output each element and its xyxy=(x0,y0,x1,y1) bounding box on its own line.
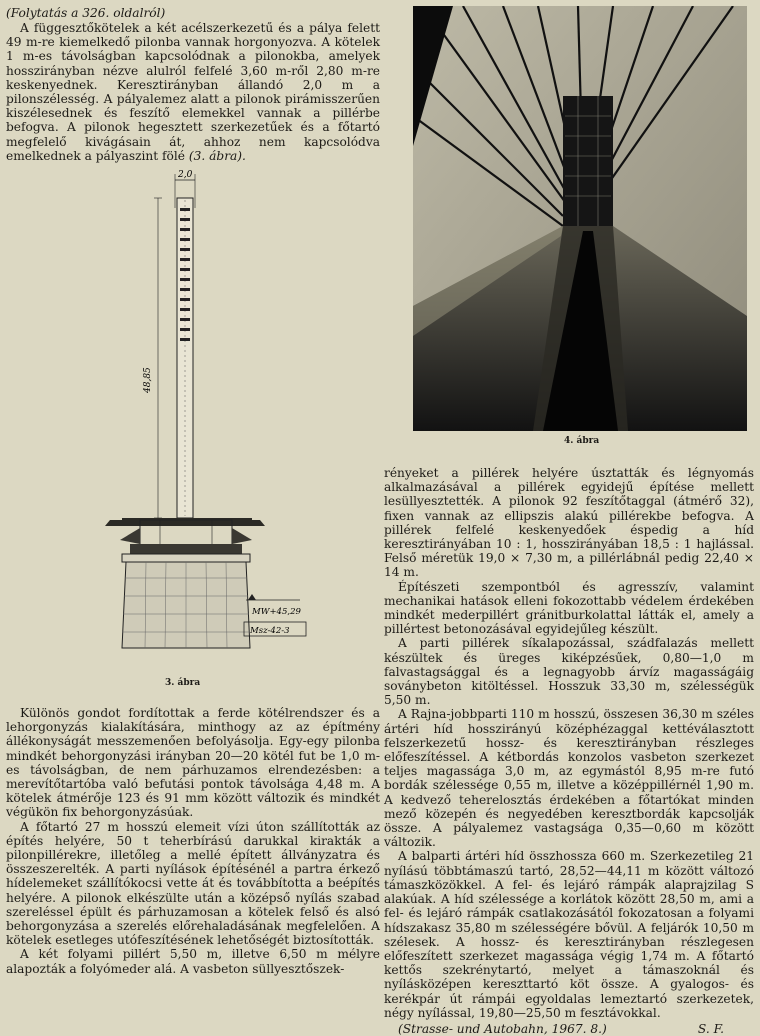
paragraph-cable-system: Különös gondot fordítottak a ferde kötélrendszer és a lehorgonyzás kialakítására, minthogy az az építmény állékonyságát messzemenően befolyásolja. Egy-egy pilonba mindkét behorgonyzási irányban 20—20 kötél fut be 1,0 m-es távolságban, de nem párhuzamos elrendezésben: a merevítőtartóba való befutási pontok távolsága 4,48 m. A kötelek átmérője 123 és 91 mm között változik és mindkét végükön fix behorgonyzásúak. xyxy=(6,706,380,820)
author-initials: S. F. xyxy=(697,1021,724,1036)
paragraph-right-floodplain-bridge: A Rajna-jobbparti 110 m hosszú, összesen 36,30 m széles ártéri híd hosszirányú középhézaggal kettéválasztott felszerkezetű hossz- és keresztirányban részleges előfeszítéssel. A kétbordás konzolos vasbeton szerkezet teljes magassága 3,0 m, az egymástól 8,95 m-re futó bordák szélessége 0,55 m, illetve a középpillérnél 1,90 m. A kedvező teherelosztás érdekében a főtartókat minden mező közepén és negyedében keresztbordák kapcsolják össze. A pályalemez vastagsága 0,35—0,60 m között változik. xyxy=(384,707,754,850)
right-column xyxy=(384,466,754,1036)
dim-height-label: 48,85 xyxy=(143,367,153,393)
pylon-photo-image xyxy=(413,6,747,431)
paragraph-bank-piers: A parti pillérek síkalapozással, szádfalazás mellett készültek és üreges kiképzésűek, 0,80—1,0 m falvastagsággal és a legnagyobb árvíz magasságáig soványbeton kitöltéssel. Hosszuk 33,30 m, szélességük 5,50 m. xyxy=(384,636,754,708)
paragraph-caissons: rényeket a pillérek helyére úsztatták és légnyomás alkalmazásával a pillérek egyidejű építése mellett lesüllyesztették. A pilonok 92 feszítőtaggal (átmérő 32), fixen vannak az ellipszis alakú pillérekbe befogva. A pillérek felfelé keskenyedőek éspedig a híd keresztirányában 10 : 1, hosszirányában 18,5 : 1 hajlással. Felső méretük 19,0 × 7,30 m, a pillérlábnál pedig 22,40 × 14 m. xyxy=(384,466,754,580)
figure-reference: (3. ábra). xyxy=(188,148,246,163)
source-reference: (Strasse- und Autobahn, 1967. 8.) xyxy=(398,1021,607,1036)
left-column-top xyxy=(6,6,380,163)
figure-4-photo xyxy=(413,6,747,431)
paragraph-left-floodplain-bridge: A balparti ártéri híd összhossza 660 m. Szerkezetileg 21 nyílású többtámaszú tartó, 28,52—44,11 m között változó támaszközökkel. A fel- és lejáró rámpák alaprajzilag S alakúak. A híd szélessége a korlátok között 28,50 m, ami a fel- és lejáró rámpák csatlakozásától fokozatosan a folyami hídszakasz 35,80 m szélességére bővül. A feljárók 10,50 m szélesek. A hossz- és keresztirányban részlegesen előfeszített szerkezet magassága végig 1,74 m. A főtartó kettős szekrénytartó, melyet a támaszoknál és nyílásközépen kereszttartó köt össze. A gyalogos- és kerékpár út rámpái egyoldalas lemeztartó szerkezetek, négy nyílással, 19,80—25,50 m fesztávokkal. xyxy=(384,849,754,1020)
continuation-note: (Folytatás a 326. oldalról) xyxy=(6,6,166,20)
paragraph-girder-erection: A főtartó 27 m hosszú elemeit vízi úton szállították az építés helyére, 50 t teherbírású darukkal kirakták a pilonpillérekre, illetőleg a mellé épített állványzatra és összeszerelték. A parti nyílások építésénél a partra érkező hídelemeket szállítókocsi vette át és továbbította a beépítés helyére. A pilonok elkészülte után a középső nyílás szabad szereléssel épült és párhuzamosan a kötelek felső és alsó behorgonyzása a szerelés előrehaladásának megfelelően. A kötelek esetleges utófeszítésének lehetőségét biztosították. xyxy=(6,819,380,948)
paragraph-granite: Építészeti szempontból és agresszív, valamint mechanikai hatások elleni fokozottabb védelem érdekében mindkét mederpillért gránitburkolattal látták el, amely a pillértest betonozásával egyidejűleg készült. xyxy=(384,579,754,637)
pylon-paragraph: A függesztőkötelek a két acélszerkezetű és a pálya felett 49 m-re kiemelkedő pilonba vannak horgonyozva. A kötelek 1 m-es távolságban kapcsolódnak a pilonokba, amelyek hosszirányban nézve alulról felfelé 3,60 m-ről 2,80 m-re keskenyednek. Keresztirányban állandó 2,0 m a pilonszélesség. A pályalemez alatt a pilonok pirámisszerűen kiszélesednek és feszítő elemekkel vannak a pillérbe befogva. A pilonok hegesztett szerkezetűek és a főtartó megfelelő kivágásain át, ahhoz nem kapcsolódva emelkednek a pályaszint fölé (3. ábra). xyxy=(6,21,380,163)
paragraph-river-piers: A két folyami pillért 5,50 m, illetve 6,50 m mélyre alapozták a folyómeder alá. A vasbeton süllyesztőszek- xyxy=(6,947,380,976)
dim-top-label: 2,0 xyxy=(178,170,193,180)
figure-4-caption: 4. ábra xyxy=(564,436,600,446)
source-line xyxy=(384,1022,754,1036)
water-level-label: MW+45,29 xyxy=(252,607,301,617)
figure-3-pylon-drawing xyxy=(100,168,320,688)
figure-3-caption: 3. ábra xyxy=(165,678,201,688)
datum-label: Msz-42-3 xyxy=(250,626,290,636)
left-column-lower xyxy=(6,706,380,976)
